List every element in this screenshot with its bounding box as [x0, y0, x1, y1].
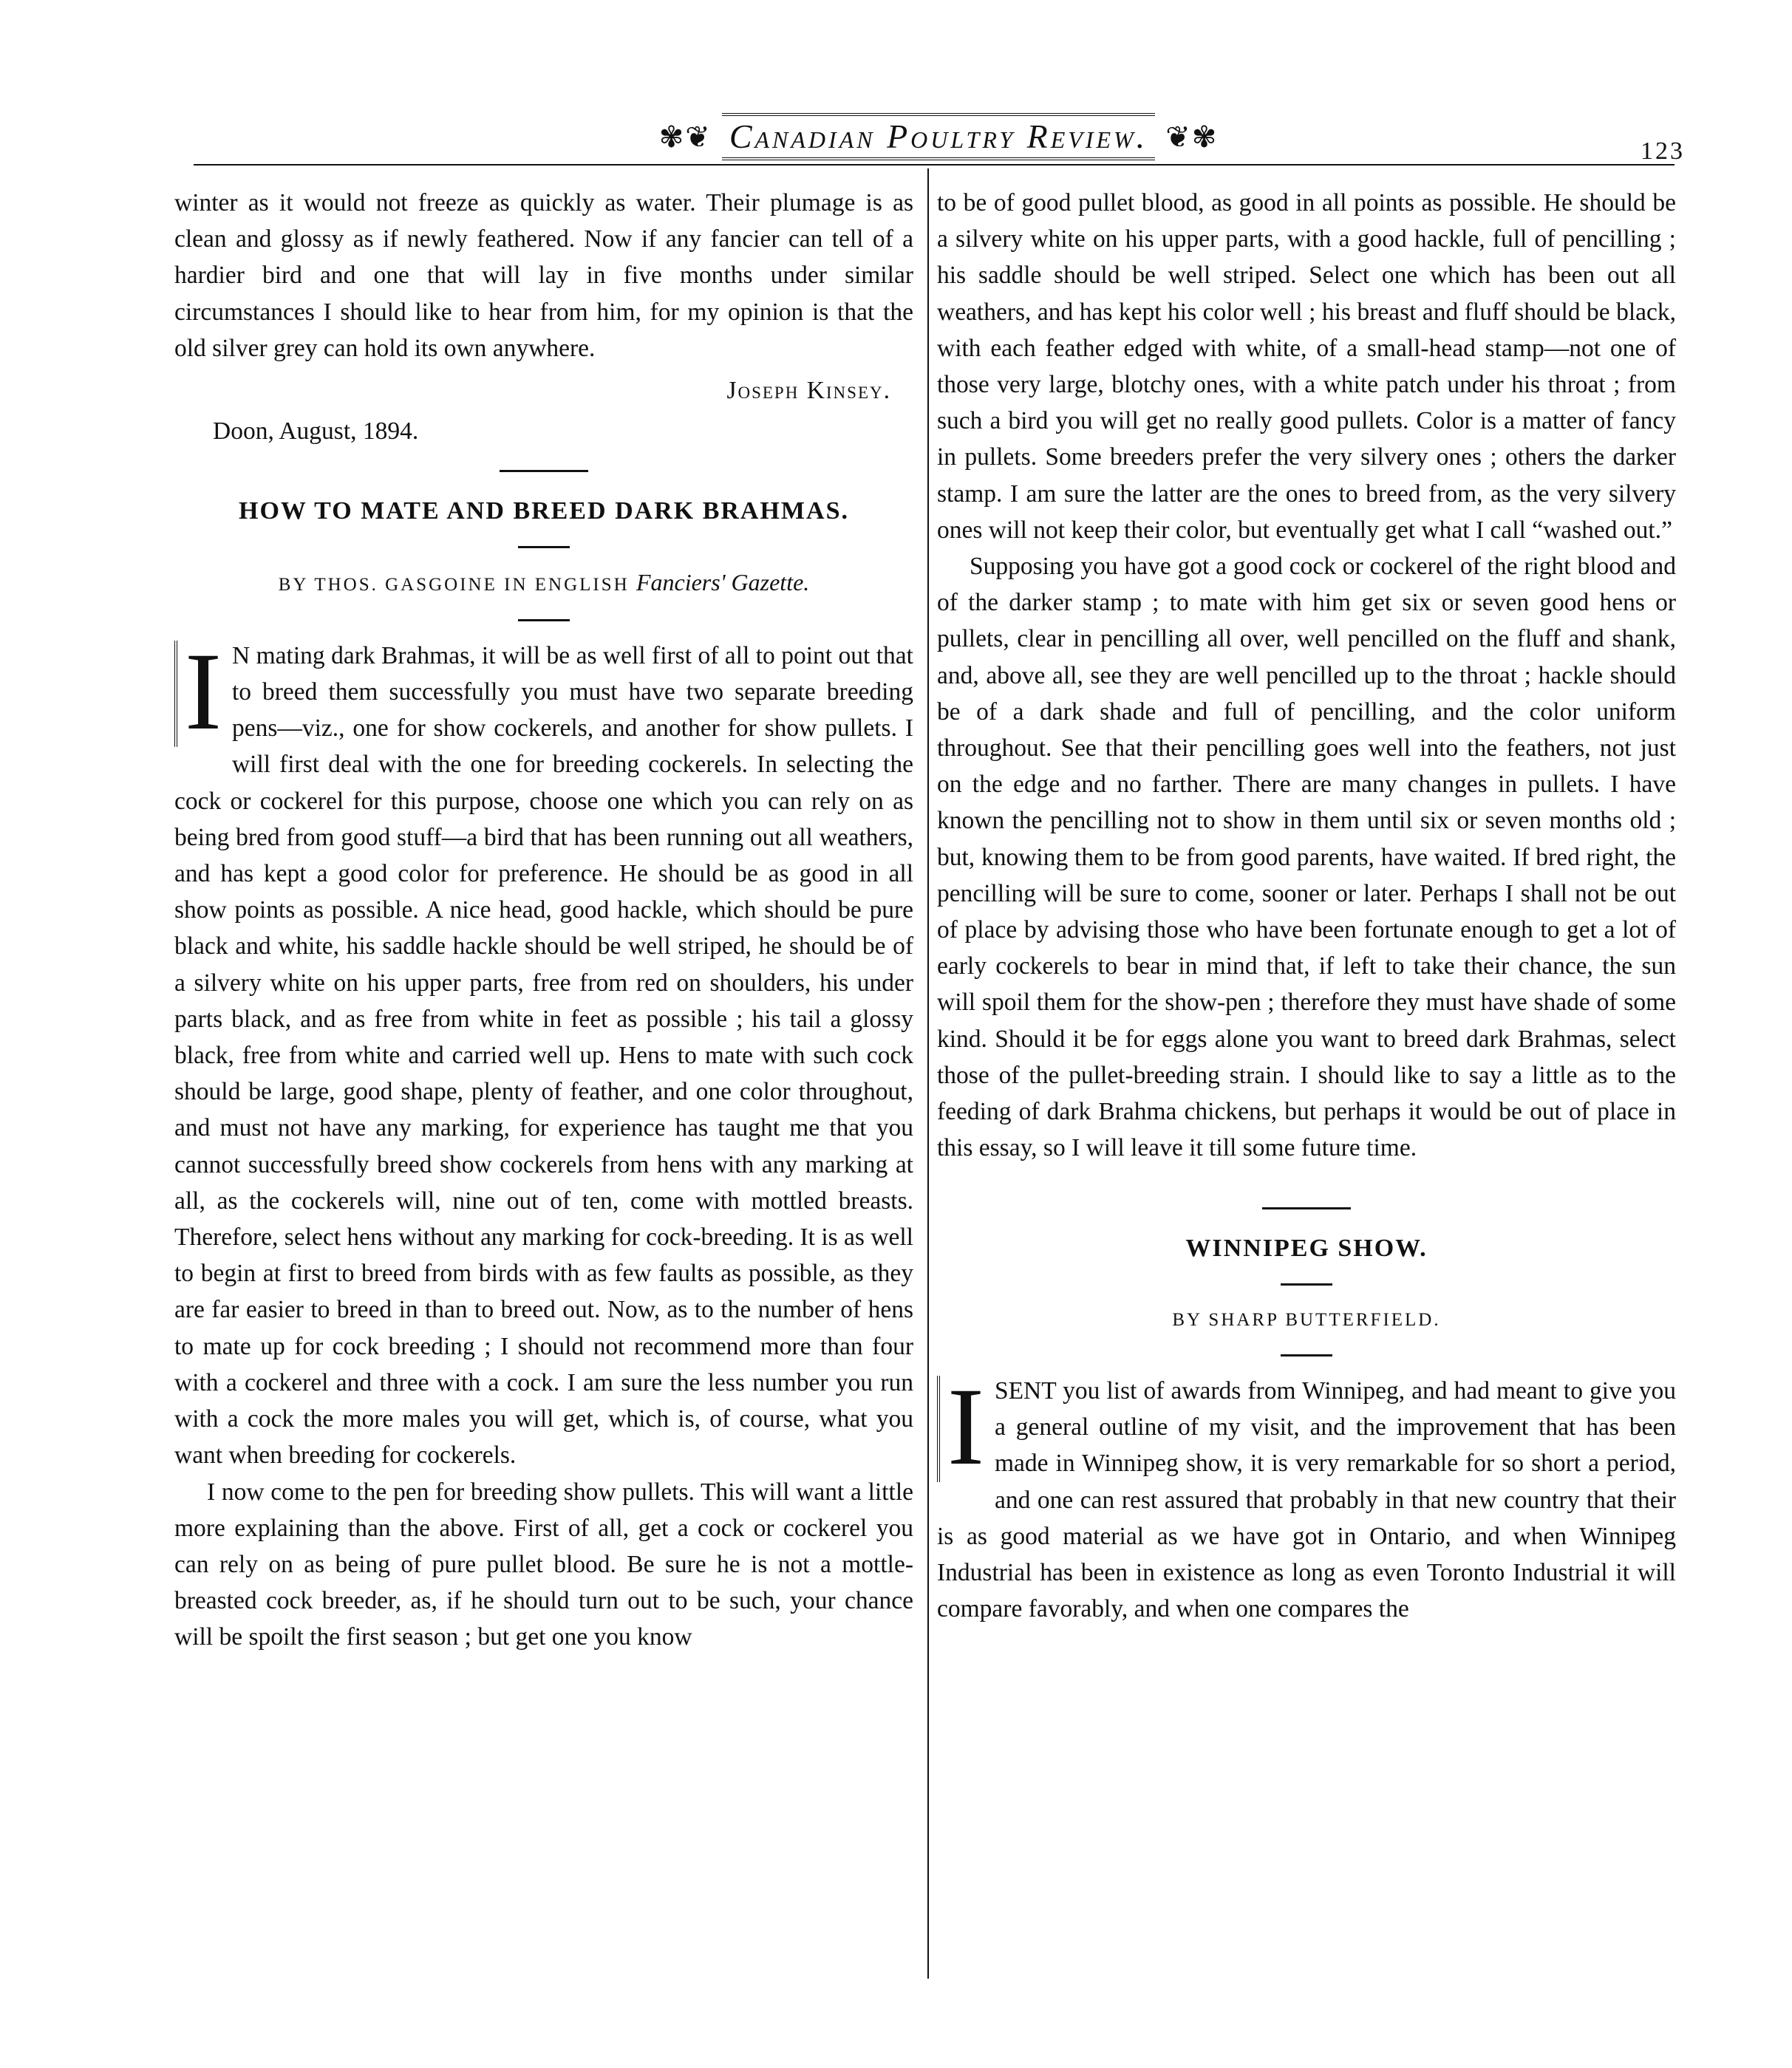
left-column — [174, 185, 913, 1656]
byline-rule-2 — [1281, 1354, 1332, 1357]
section-rule-2 — [1262, 1207, 1351, 1209]
paragraph-text: mating dark Brahmas, it will be as well first of all to point out that to breed them successfully you must have two separate breeding pens—viz., one for show cockerels, and another for show pullets. I will first deal with the one for breeding cockerels. In selecting the cock or cockerel for this purpose, choose one which you can rely on as being bred from good stuff—a bird that has been running out all weathers, and has kept a good color for preference. He should be as good in all show points as possible. A nice head, good hackle, which should be pure black and white, his saddle hackle should be well striped, he should be of a silvery white on his upper parts, free from red on shoulders, his under parts black, and as free from white in feet as possible ; his tail a glossy black, free from white and carried well up. Hens to mate with such cock should be large, good shape, plenty of feather, and one color throughout, and must not have any marking, for experience has taught me that you cannot successfully breed show cockerels from hens with any marking at all, as the cockerels will, nine out of ten, come with mottled breasts. Therefore, select hens without any marking for cock-breeding. It is as well to begin at first to breed from birds with as few faults as possible, as they are far easier to breed in than to breed out. Now, as to the number of hens to mate up for cock breeding ; I should not recommend more than four with a cockerel and three with a cock. I am sure the less number you run with a cock the more males you will get, which is, of course, what you want when breeding for cockerels. — [174, 641, 913, 1470]
ornament-right-icon: ❦✾ — [1165, 120, 1219, 154]
drop-cap: I — [174, 641, 222, 747]
article2-byline: BY SHARP BUTTERFIELD. — [1172, 1309, 1441, 1330]
column-divider — [927, 168, 929, 1979]
page-number: 123 — [1641, 137, 1685, 165]
article-heading: HOW TO MATE AND BREED DARK BRAHMAS. — [239, 497, 849, 525]
drop-cap-2: I — [937, 1376, 984, 1482]
paragraph-lead-2: SENT — [994, 1376, 1057, 1405]
masthead — [650, 111, 1227, 163]
right-column — [937, 185, 1676, 1627]
byline-rule — [518, 619, 570, 621]
byline-source: Fanciers' Gazette. — [636, 568, 810, 596]
article2-paragraph-1 — [937, 1365, 1676, 1627]
article-paragraph-2: I now come to the pen for breeding show pullets. This will want a little more explaining than the above. First of all, get a cock or cockerel you can rely on as being of pure pullet blood. Be sure he is not a mottle-breasted cock breeder, as, if he should turn out to be such, your chance will be spoilt the first season ; but get one you know — [174, 1478, 913, 1651]
header-rule — [194, 164, 1675, 165]
byline-prefix: BY THOS. GASGOINE IN ENGLISH — [278, 574, 630, 595]
paragraph-text-2: you list of awards from Winnipeg, and had meant to give you a general outline of my visit, and the improvement that has been made in Winnipeg show, it is very remarkable for so short a period, and one can rest assured that probably in that new country that their is as good material as we have got in Ontario, and when Winnipeg Industrial has been in existence as long as even Toronto Industrial it will compare favorably, and when one compares the — [937, 1376, 1676, 1623]
article-paragraph-4: Supposing you have got a good cock or cockerel of the right blood and of the darker stamp ; to mate with him get six or seven good hens or pullets, clear in pencilling all over, well pencilled on the fluff and shank, and, above all, see they are well pencilled up to the throat ; hackle should be of a dark shade and full of pencilling, and the color uniform throughout. See that their pencilling goes well into the feathers, not just on the edge and no farther. There are many changes in pullets. I have known the pencilling not to show in them until six or seven months old ; but, knowing them to be from good parents, have waited. If bred right, the pencilling will be sure to come, sooner or later. Perhaps I shall not be out of place by advising those who have been fortunate enough to get a lot of early cockerels to bear in mind that, if left to take their chance, the sun will spoil them for the show-pen ; therefore they must have shade of some kind. Should it be for eggs alone you want to breed dark Brahmas, select those of the pullet-breeding strain. I should like to say a little as to the feeding of dark Brahma chickens, but perhaps it would be out of place in this essay, so I will leave it till some future time. — [937, 553, 1676, 1162]
paragraph-lead: N — [231, 641, 251, 669]
heading-rule — [518, 546, 570, 548]
article-paragraph-3: to be of good pullet blood, as good in all points as possible. He should be a silvery white on his upper parts, with a good hackle, full of pencilling ; his saddle should be well striped. Select one which has been out all weathers, and has kept his color well ; his breast and fluff should be black, with each feather edged with white, of a small-head stamp—not one of those very large, blotchy ones, with a white patch under his throat ; from such a bird you will get no really good pullets. Color is a matter of fancy in pullets. Some breeders prefer the very silvery ones ; others the darker stamp. I am sure the latter are the ones to breed from, as the very silvery ones will not keep their color, but eventually get what I call “washed out.” — [937, 189, 1676, 544]
continuation-paragraph: winter as it would not freeze as quickly as water. Their plumage is as clean and glossy as if newly feathered. Now if any fancier can tell of a hardier bird and one that will lay in five months under similar circumstances I should like to hear from him, for my opinion is that the old silver grey can hold its own anywhere. — [174, 189, 913, 362]
article2-heading: WINNIPEG SHOW. — [1185, 1235, 1428, 1263]
article-byline — [174, 564, 913, 603]
ornament-left-icon: ✾❦ — [658, 120, 712, 154]
dateline: Doon, August, 1894. — [213, 417, 419, 446]
publication-title: Canadian Poultry Review. — [722, 113, 1155, 160]
section-rule — [500, 470, 588, 472]
heading-rule-2 — [1281, 1283, 1332, 1286]
article-paragraph-1 — [174, 629, 913, 1474]
signature: Joseph Kinsey. — [726, 377, 891, 405]
